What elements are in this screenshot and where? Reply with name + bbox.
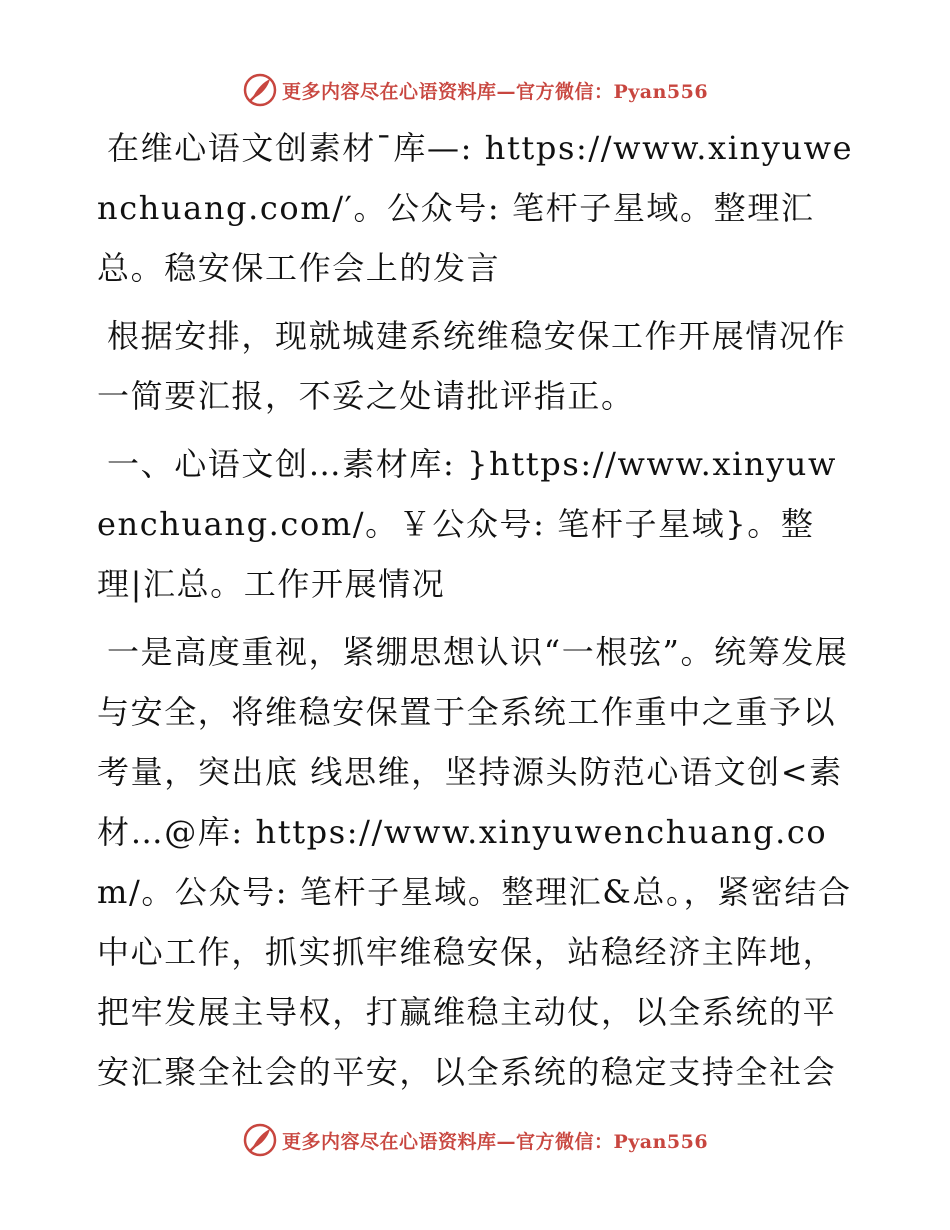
banner-text: 更多内容尽在心语资料库—官方微信：Pyan556 <box>281 80 709 103</box>
paragraph-intro: 根据安排，现就城建系统维稳安保工作开展情况作一简要汇报，不妥之处请批评指正。 <box>97 317 847 415</box>
footer-watermark-banner <box>0 1120 950 1160</box>
paragraph-body: 一是高度重视，紧绷思想认识“一根弦”。统筹发展与安全，将维稳安保置于全系统工作重中之重予以考量，突出底 线思维，坚持源头防范心语文创<素材…@库: https://www.xinyuwenchuang.com/。公众号: 笔杆子星域。整理汇&总。，紧密结合中心工作，抓实抓牢维稳安保，站稳经济主阵地，把牢发展主导权，打赢维稳主动仗，以全系统的平安汇聚全社会的平安，以全系统的稳定支持全社会 <box>97 633 852 1091</box>
paragraph-title: 在维心语文创素材¯库—: https://www.xinyuwenchuang.com/′。公众号: 笔杆子星域。整理汇总。稳安保工作会上的发言 <box>97 129 854 287</box>
header-watermark-banner <box>0 70 950 110</box>
banner-text: 更多内容尽在心语资料库—官方微信：Pyan556 <box>281 1130 709 1153</box>
document-body <box>97 118 857 1110</box>
feather-pen-icon <box>242 1122 278 1158</box>
feather-pen-icon <box>242 72 278 108</box>
section-heading: 一、心语文创…素材库: }https://www.xinyuwenchuang.com/。￥公众号: 笔杆子星域}。整理|汇总。工作开展情况 <box>97 445 838 603</box>
